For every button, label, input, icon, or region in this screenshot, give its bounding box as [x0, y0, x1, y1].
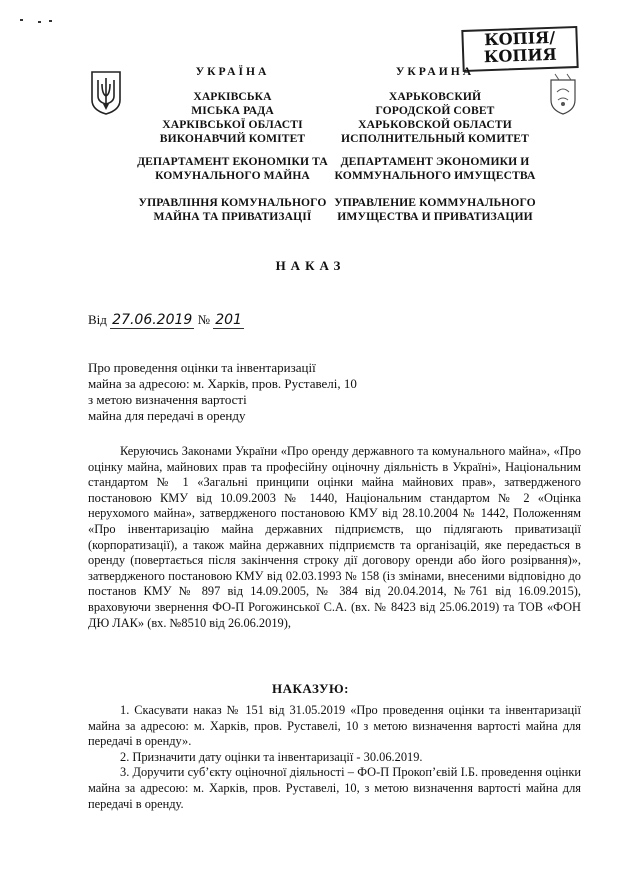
- header-right-org-line: ХАРЬКОВСКОЙ ОБЛАСТИ: [358, 118, 512, 131]
- header-right-org-line: ИСПОЛНИТЕЛЬНЫЙ КОМИТЕТ: [341, 132, 529, 145]
- handwritten-date: 27.06.2019: [112, 312, 193, 328]
- order-item: 2. Призначити дату оцінки та інвентаризації - 30.06.2019.: [120, 749, 423, 764]
- scan-speck: [38, 21, 41, 23]
- city-emblem-icon: [545, 70, 581, 116]
- date-prefix: Від: [88, 312, 107, 327]
- header-left-org-line: ВИКОНАВЧИЙ КОМІТЕТ: [159, 132, 306, 145]
- order-subject: [88, 360, 388, 424]
- subject-line: майна для передачі в оренду: [88, 408, 246, 423]
- stamp-line-2: КОПИЯ: [483, 44, 557, 67]
- order-item: 1. Скасувати наказ № 151 від 31.05.2019 «Про проведення оцінки та інвентаризації майна за адресою: м. Харків, пров. Руставелі, 10 з метою визначення вартості майна для передачі в оренду».: [88, 703, 581, 749]
- header-right-dept: [330, 155, 540, 183]
- header-left-office-line: УПРАВЛІННЯ КОМУНАЛЬНОГО: [138, 196, 327, 209]
- preamble: [88, 444, 581, 631]
- header-right-dept-line: КОММУНАЛЬНОГО ИМУЩЕСТВА: [334, 169, 536, 182]
- header-right-country: УКРАИНА: [395, 65, 475, 78]
- header-left-office-line: МАЙНА ТА ПРИВАТИЗАЦІЇ: [153, 210, 312, 223]
- handwritten-number: 201: [215, 312, 242, 328]
- subject-line: майна за адресою: м. Харків, пров. Руставелі, 10: [88, 376, 357, 391]
- scan-speck: [49, 20, 52, 22]
- subject-line: Про проведення оцінки та інвентаризації: [88, 360, 316, 375]
- header-left-dept-line: КОМУНАЛЬНОГО МАЙНА: [155, 169, 310, 182]
- header-left-dept-line: ДЕПАРТАМЕНТ ЕКОНОМІКИ ТА: [137, 155, 328, 168]
- header-left-org: [125, 90, 340, 146]
- header-right-org-line: ХАРЬКОВСКИЙ: [388, 90, 482, 103]
- coat-of-arms-icon: [90, 70, 122, 116]
- order-directive-heading: НАКАЗУЮ:: [271, 681, 350, 696]
- header-left-org-line: МІСЬКА РАДА: [191, 104, 274, 117]
- number-prefix: №: [197, 312, 210, 327]
- header-left-dept: [125, 155, 340, 183]
- scan-speck: [20, 19, 23, 21]
- header-left-org-line: ХАРКІВСЬКА: [193, 90, 272, 103]
- header-right-office-line: ИМУЩЕСТВА И ПРИВАТИЗАЦИИ: [337, 210, 533, 223]
- subject-line: з метою визначення вартості: [88, 392, 247, 407]
- header-right-org: [330, 90, 540, 146]
- document-title: НАКАЗ: [275, 258, 346, 273]
- header-right-dept-line: ДЕПАРТАМЕНТ ЭКОНОМИКИ И: [340, 155, 530, 168]
- header-left-country: УКРАЇНА: [195, 65, 270, 78]
- stamp-line-1: КОПІЯ/: [483, 27, 556, 50]
- header-right-office-line: УПРАВЛЕНИЕ КОММУНАЛЬНОГО: [334, 196, 536, 209]
- date-line: [88, 312, 244, 328]
- header-left-office: [125, 196, 340, 224]
- order-item: 3. Доручити суб’єкту оціночної діяльності – ФО-П Прокоп’євій І.Б. проведення оцінки майна за адресою: м. Харків, пров. Руставелі, 10, з метою визначення вартості майна для передачі в оренду.: [88, 765, 581, 811]
- order-items: [88, 703, 581, 812]
- preamble-text: Керуючись Законами України «Про оренду державного та комунального майна», «Про оцінку майна, майнових прав та професійну оціночну діяльність в Україні», Національним стандартом № 1 «Загальні принципи оцінки майна майнових прав», затвердженого постановою КМУ від 10.09.2003 № 1440, Національним стандартом № 2 «Оцінка нерухомого майна», затвердженого постановою КМУ від 28.10.2004 № 1442, Положенням «Про інвентаризацію майна державних підприємств, що підлягають приватизації (корпоратизації), а також майна державних підприємств та організацій, яке передається в оренду (повертається після закінчення строку дії договору оренди або його розірвання)», затвердженого постановою КМУ від 02.03.1993 № 158 (із змінами, внесеними відповідно до постанов КМУ № 897 від 14.09.2005, № 384 від 20.04.2014, №761 від 16.09.2015), враховуючи звернення ФО-П Рогожинської С.А. (вх. № 8423 від 25.06.2019) та ТОВ «ФОН ДЮ ЛАК» (вх. №8510 від 26.06.2019),: [88, 444, 581, 630]
- header-right-org-line: ГОРОДСКОЙ СОВЕТ: [375, 104, 495, 117]
- header-right-office: [330, 196, 540, 224]
- header-left-org-line: ХАРКІВСЬКОЇ ОБЛАСТІ: [162, 118, 303, 131]
